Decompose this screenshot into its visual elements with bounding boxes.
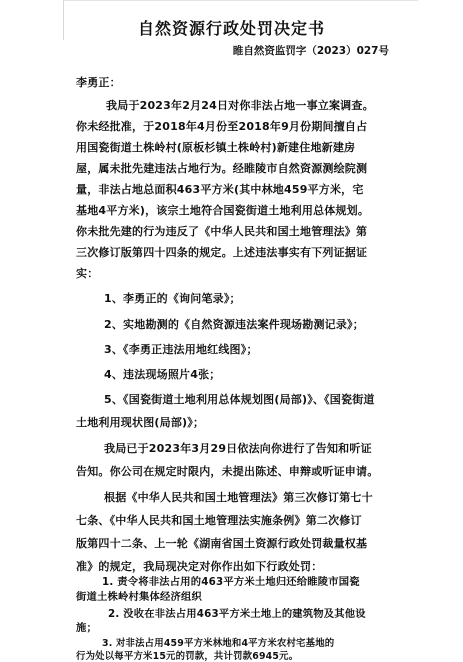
evidence-item: 5、《国瓷街道土地利用总体规划图(局部)》、《国瓷街道 bbox=[104, 393, 375, 406]
body-line: 用国瓷街道土株岭村(原板杉镇土株岭村)新建住地新建房 bbox=[76, 141, 356, 154]
penalty-item: 街道土株岭村集体经济组织 bbox=[76, 591, 202, 603]
addressee: 李勇正： bbox=[76, 76, 121, 89]
evidence-item: 4、违法现场照片4张； bbox=[104, 368, 221, 381]
penalty-item: 施； bbox=[76, 622, 97, 634]
evidence-item: 2、实地勘测的《自然资源违法案件现场勘测记录》； bbox=[104, 318, 364, 331]
body-line: 量，非法占地总面积463平方米(其中林地459平方米，宅 bbox=[76, 183, 364, 196]
body-line: 三次修订版第四十四条的规定。上述违法事实有下列证据证 bbox=[76, 246, 368, 259]
body-line: 屋，属未批先建违法占地行为。经睢陵市自然资源测绘院测 bbox=[76, 162, 368, 175]
body-line: 基地4平方米)，该宗土地符合国瓷街道土地利用总体规划。 bbox=[76, 204, 370, 217]
penalty-item: 1. 责令将非法占用的463平方米土地归还给睢陵市国瓷 bbox=[102, 576, 360, 588]
body-line: 我局于2023年2月24日对你非法占地一事立案调查。 bbox=[106, 99, 374, 112]
body-line: 我局已于2023年3月29日依法向你进行了告知和听证 bbox=[104, 442, 372, 455]
body-line: 版第四十二条、上一轮《湖南省国土资源行政处罚裁量权基 bbox=[76, 537, 368, 550]
page-border-top bbox=[63, 0, 418, 1]
penalty-item: 2. 没收在非法占用463平方米土地上的建筑物及其他设 bbox=[108, 608, 366, 620]
penalty-item: 行为处以每平方米15元的罚款，共计罚款6945元。 bbox=[76, 651, 299, 662]
body-line: 你未经批准，于2018年4月份至2018年9月份期间擅自占 bbox=[76, 120, 368, 133]
body-line: 七条、《中华人民共和国土地管理法实施条例》第二次修订 bbox=[76, 514, 362, 527]
body-line: 根据《中华人民共和国土地管理法》第三次修订第七十 bbox=[104, 491, 373, 504]
evidence-item: 土地利用现状图(局部)》； bbox=[76, 416, 205, 429]
body-line: 告知。你公司在规定时限内，未提出陈述、申辩或听证申请。 bbox=[76, 465, 379, 478]
body-line: 实： bbox=[76, 267, 99, 280]
document-number: 睢自然资监罚字（2023）027号 bbox=[232, 45, 389, 57]
body-line: 准》的规定，我局现决定对你作出如下行政处罚： bbox=[76, 560, 323, 573]
body-line: 你未批先建的行为违反了《中华人民共和国土地管理法》第 bbox=[76, 225, 368, 238]
evidence-item: 1、李勇正的《询问笔录》； bbox=[104, 292, 241, 305]
document-title: 自然资源行政处罚决定书 bbox=[137, 19, 325, 38]
penalty-item: 3. 对非法占用459平方米林地和4平方米农村宅基地的 bbox=[102, 638, 335, 649]
evidence-item: 3、《李勇正违法用地红线图》； bbox=[104, 343, 258, 356]
